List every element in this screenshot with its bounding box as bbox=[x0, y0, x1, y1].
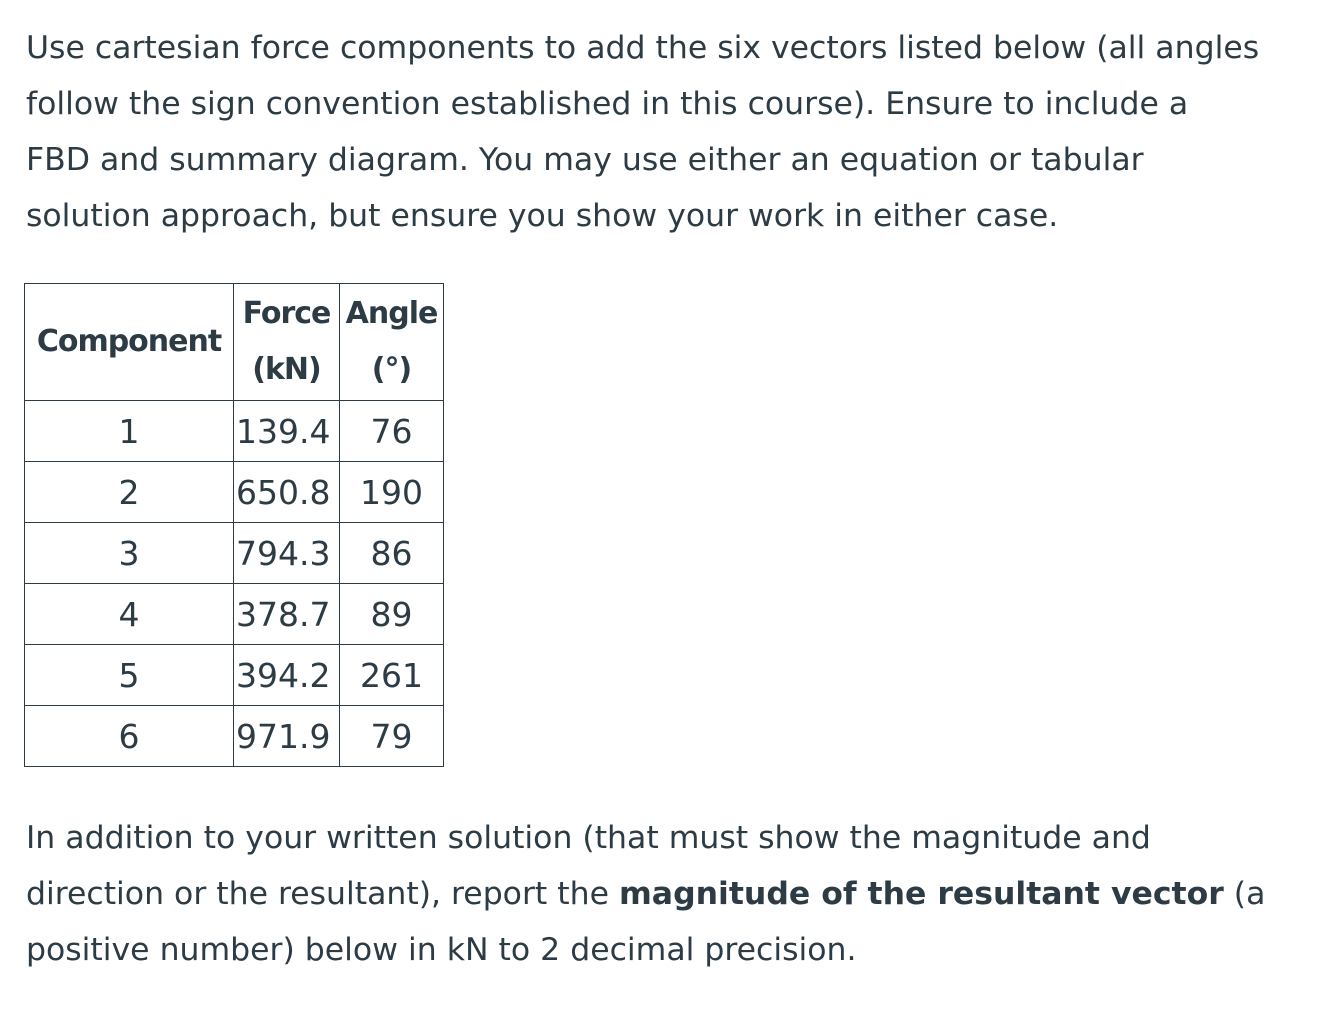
cell-component: 5 bbox=[25, 645, 234, 706]
intro-line-4: solution approach, but ensure you show your work in either case. bbox=[26, 198, 1059, 234]
header-component: Component bbox=[25, 284, 234, 401]
header-force: Force (kN) bbox=[234, 284, 340, 401]
cell-component: 2 bbox=[25, 462, 234, 523]
intro-paragraph bbox=[26, 20, 1337, 244]
cell-component: 4 bbox=[25, 584, 234, 645]
cell-angle: 190 bbox=[340, 462, 444, 523]
cell-angle: 261 bbox=[340, 645, 444, 706]
intro-line-3: FBD and summary diagram. You may use either an equation or tabular bbox=[26, 142, 1144, 178]
cell-angle: 86 bbox=[340, 523, 444, 584]
cell-angle: 79 bbox=[340, 706, 444, 767]
outro-line-3: positive number) below in kN to 2 decimal precision. bbox=[26, 932, 857, 968]
table-row bbox=[25, 401, 444, 462]
cell-force: 650.8 bbox=[234, 462, 340, 523]
table-row bbox=[25, 462, 444, 523]
table-row bbox=[25, 584, 444, 645]
table-row bbox=[25, 706, 444, 767]
cell-component: 3 bbox=[25, 523, 234, 584]
intro-line-1: Use cartesian force components to add the six vectors listed below (all angles bbox=[26, 30, 1260, 66]
table-row bbox=[25, 645, 444, 706]
header-angle: Angle (°) bbox=[340, 284, 444, 401]
cell-force: 794.3 bbox=[234, 523, 340, 584]
intro-line-2: follow the sign convention established in this course). Ensure to include a bbox=[26, 86, 1189, 122]
cell-force: 378.7 bbox=[234, 584, 340, 645]
cell-force: 139.4 bbox=[234, 401, 340, 462]
cell-component: 1 bbox=[25, 401, 234, 462]
cell-force: 394.2 bbox=[234, 645, 340, 706]
table-row bbox=[25, 523, 444, 584]
cell-component: 6 bbox=[25, 706, 234, 767]
cell-angle: 76 bbox=[340, 401, 444, 462]
outro-line-1: In addition to your written solution (that must show the magnitude and bbox=[26, 820, 1151, 856]
cell-angle: 89 bbox=[340, 584, 444, 645]
cell-force: 971.9 bbox=[234, 706, 340, 767]
table-header-row bbox=[25, 284, 444, 401]
question-body bbox=[26, 20, 1337, 244]
emphasis-resultant-magnitude: magnitude of the resultant vector bbox=[618, 876, 1224, 912]
force-table bbox=[24, 283, 444, 767]
outro-paragraph bbox=[26, 810, 1265, 978]
outro-line-2: direction or the resultant), report the magnitude of the resultant vector (a bbox=[26, 876, 1266, 912]
